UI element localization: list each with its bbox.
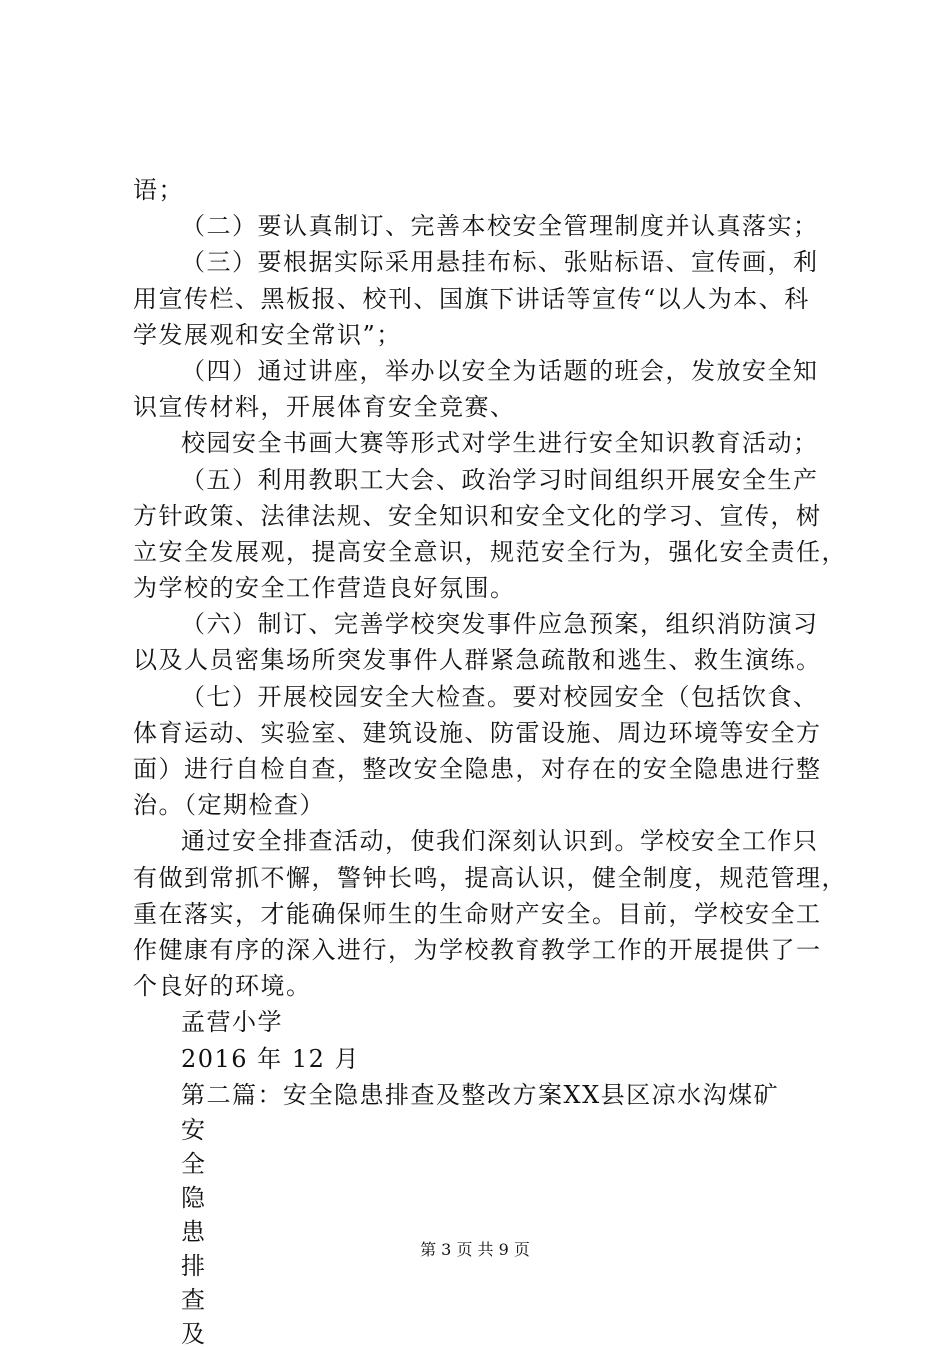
vertical-char: 排 xyxy=(181,1251,205,1280)
vertical-char: 全 xyxy=(181,1149,205,1178)
text-line: （五）利用教职工大会、政治学习时间组织开展安全生产 xyxy=(181,465,819,494)
text-line: 孟营小学 xyxy=(181,1008,283,1037)
vertical-char: 及 xyxy=(181,1319,205,1348)
text-line: 体育运动、实验室、建筑设施、防雷设施、周边环境等安全方 xyxy=(133,718,822,747)
text-line: （六）制订、完善学校突发事件应急预案，组织消防演习 xyxy=(181,610,819,639)
document-body xyxy=(133,172,847,1351)
text-line: （二）要认真制订、完善本校安全管理制度并认真落实； xyxy=(181,212,819,241)
page-indicator: 第 3 页 共 9 页 xyxy=(420,1240,530,1259)
text-line: 识宣传材料，开展体育安全竞赛、 xyxy=(133,393,516,422)
text-line: （三）要根据实际采用悬挂布标、张贴标语、宣传画，利 xyxy=(181,248,819,277)
text-line: 语； xyxy=(133,176,184,204)
page-footer xyxy=(0,1240,950,1260)
vertical-title-chars xyxy=(133,1113,833,1351)
text-line: 作健康有序的深入进行，为学校教育教学工作的开展提供了一 xyxy=(133,935,822,964)
text-line: 治。（定期检查） xyxy=(133,791,325,820)
vertical-char: 安 xyxy=(181,1115,205,1144)
text-line: 学发展观和安全常识”； xyxy=(133,320,402,349)
text-line: 面）进行自检自查，整改安全隐患，对存在的安全隐患进行整 xyxy=(133,755,822,783)
text-line: 有做到常抓不懈，警钟长鸣，提高认识，健全制度，规范管理， xyxy=(133,863,847,892)
text-line: 为学校的安全工作营造良好氛围。 xyxy=(133,574,516,603)
text-line: （四）通过讲座，举办以安全为话题的班会，发放安全知 xyxy=(181,356,819,385)
text-line: 校园安全书画大赛等形式对学生进行安全知识教育活动； xyxy=(181,429,819,458)
text-line: 用宣传栏、黑板报、校刊、国旗下讲话等宣传“以人为本、科 xyxy=(133,284,810,313)
text-line: 重在落实，才能确保师生的生命财产安全。目前，学校安全工 xyxy=(133,899,822,928)
text-line: （七）开展校园安全大检查。要对校园安全（包括饮食、 xyxy=(181,682,819,711)
text-line: 2016 年 12 月 xyxy=(181,1044,361,1073)
text-line: 方针政策、法律法规、安全知识和安全文化的学习、宣传，树 xyxy=(133,501,822,530)
vertical-char: 患 xyxy=(181,1217,205,1246)
text-line: 通过安全排查活动，使我们深刻认识到。学校安全工作只 xyxy=(181,827,819,856)
text-line: 以及人员密集场所突发事件人群紧急疏散和逃生、救生演练。 xyxy=(133,646,822,675)
vertical-char: 隐 xyxy=(181,1183,205,1212)
text-line: 立安全发展观，提高安全意识，规范安全行为，强化安全责任， xyxy=(133,537,847,566)
text-line: 个良好的环境。 xyxy=(133,972,312,1001)
text-lines xyxy=(133,172,847,1113)
text-line: 第二篇：安全隐患排查及整改方案XX县区凉水沟煤矿 xyxy=(181,1080,780,1109)
vertical-char: 查 xyxy=(181,1285,205,1314)
